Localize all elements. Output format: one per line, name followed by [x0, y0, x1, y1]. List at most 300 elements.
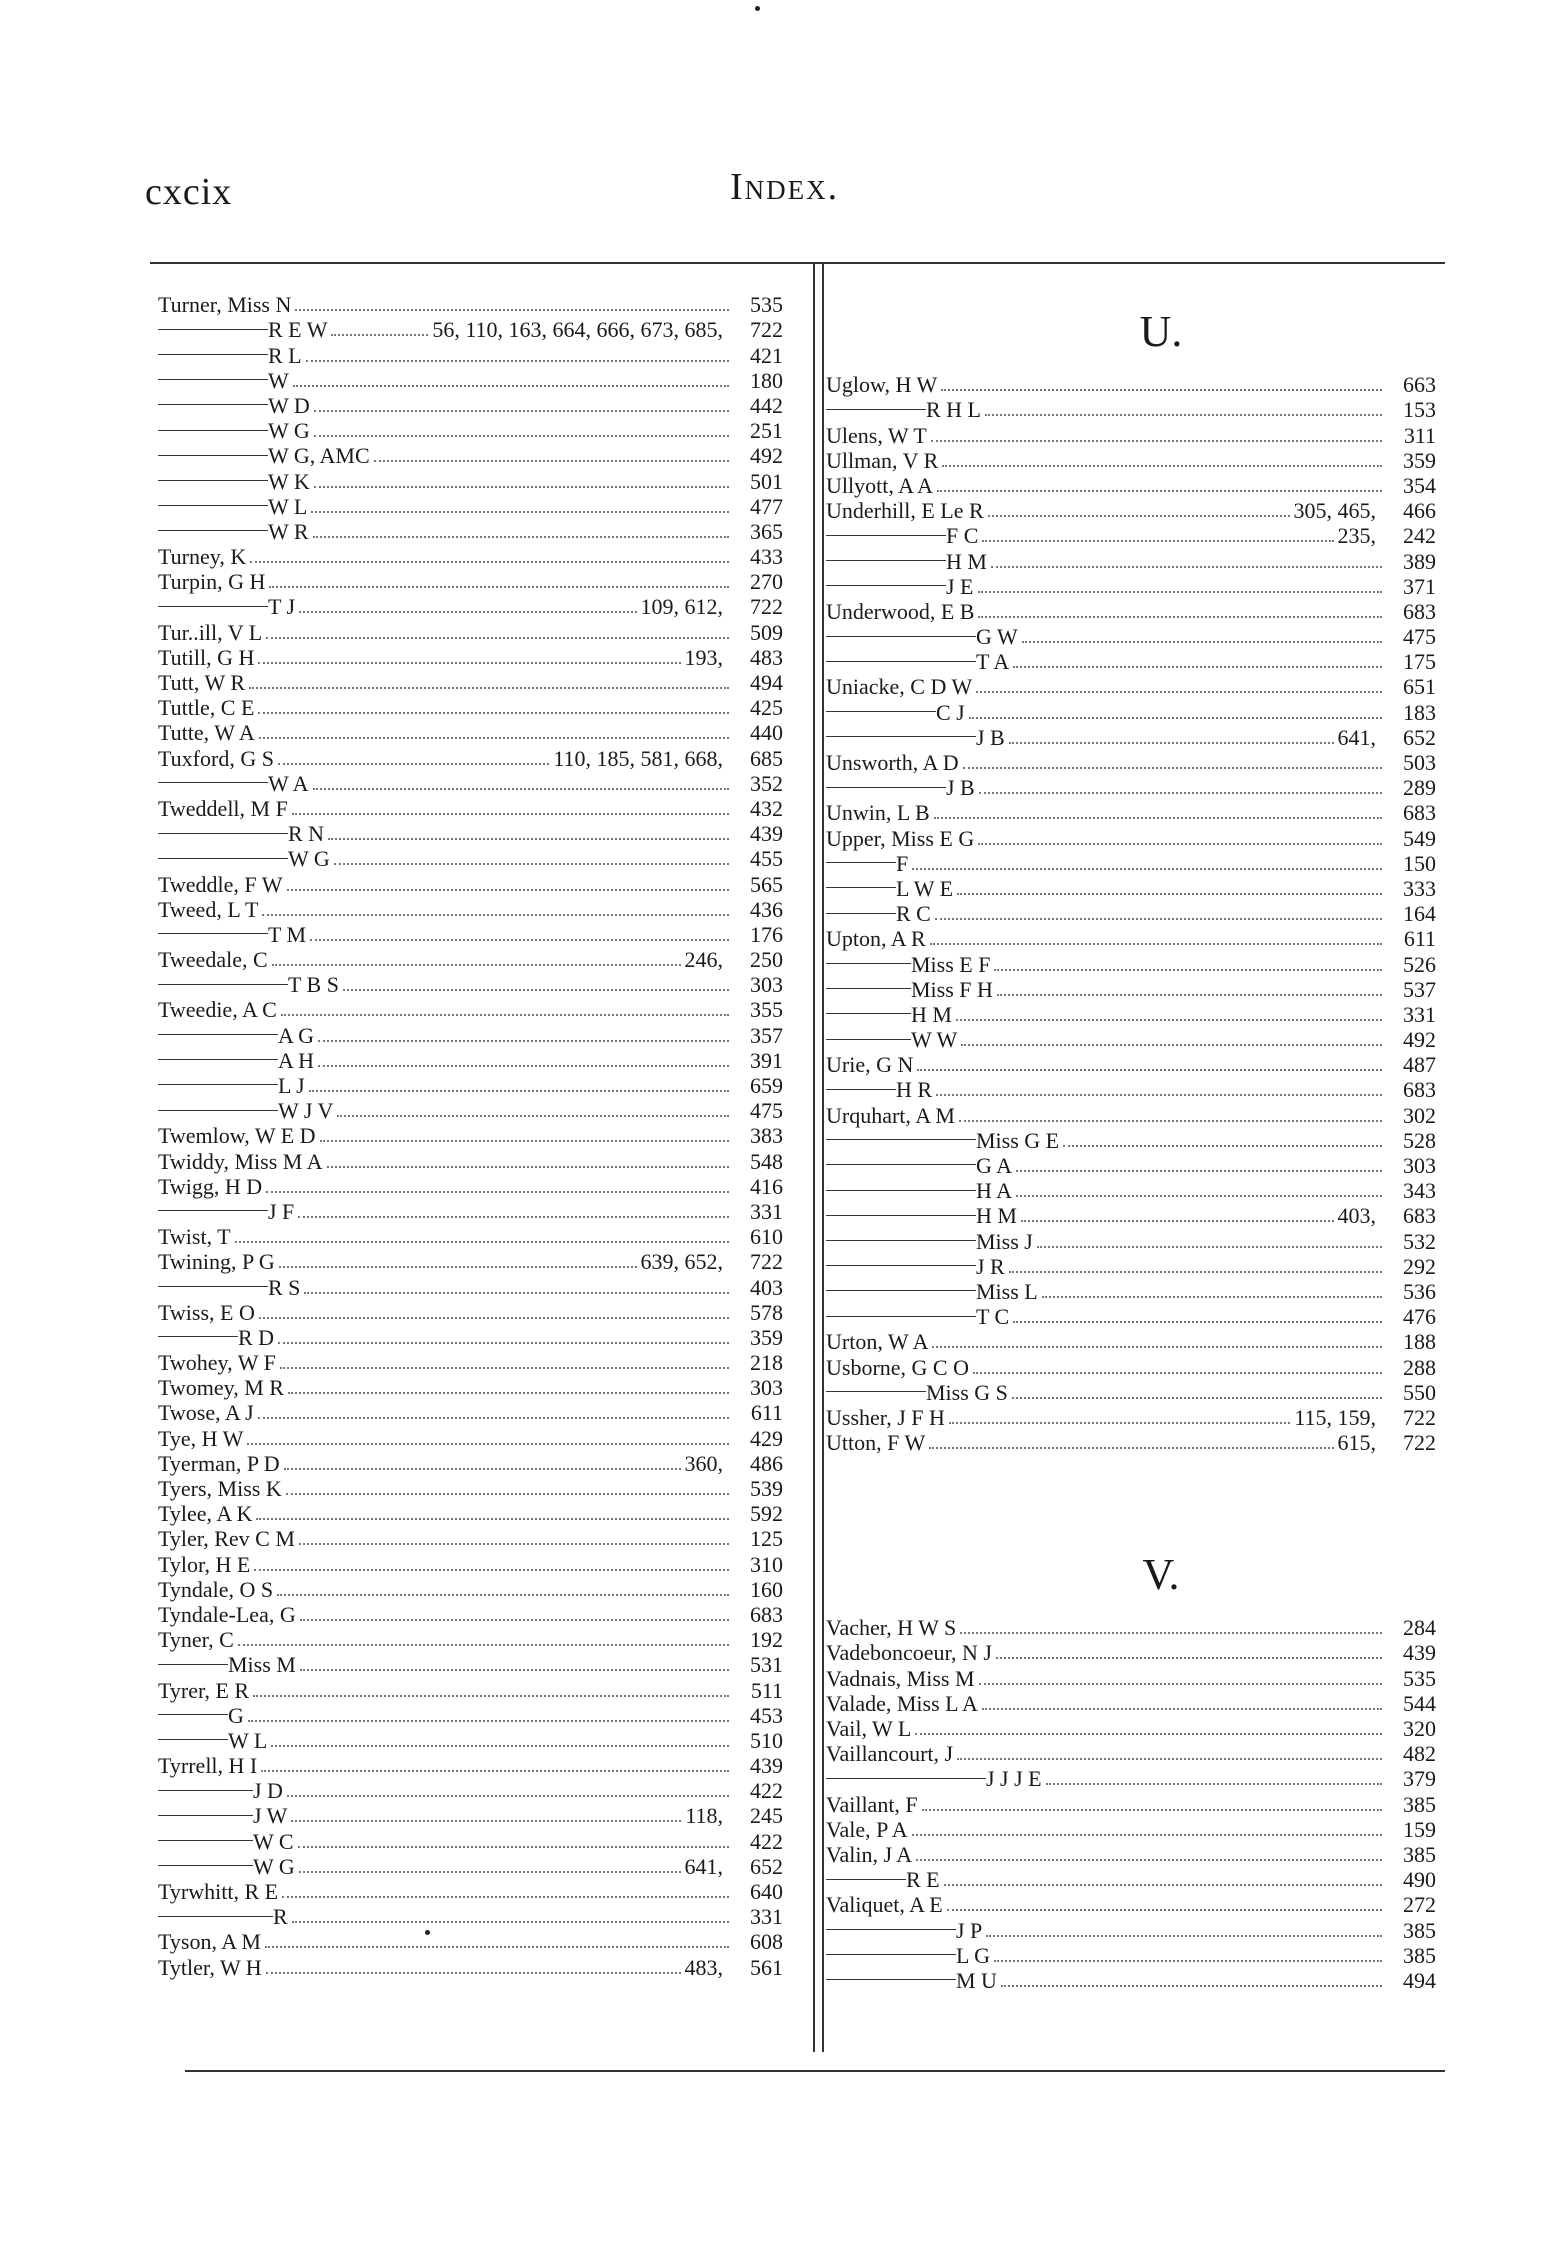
index-entry: [826, 523, 1436, 548]
leader-dots: [947, 1909, 1382, 1911]
entry-name: [158, 720, 255, 745]
entry-extra-pages: 641,: [1337, 724, 1376, 750]
ditto-dash: [158, 1059, 278, 1060]
leader-dots: [1022, 641, 1382, 643]
entry-page-number: 475: [750, 1098, 783, 1124]
ditto-dash: [158, 329, 268, 330]
ditto-dash: [158, 933, 268, 934]
entry-name: [826, 1229, 1033, 1254]
entry-page-number: 284: [1403, 1615, 1436, 1641]
ditto-dash: [158, 984, 288, 985]
leader-dots: [937, 490, 1382, 492]
ditto-dash: [826, 1039, 911, 1040]
leader-dots: [282, 1896, 729, 1898]
entry-name: [158, 393, 310, 418]
entry-name: [826, 952, 990, 977]
entry-page-number: 192: [750, 1627, 783, 1653]
index-entry: [826, 951, 1436, 976]
entry-name: [158, 1552, 250, 1577]
index-entry: [826, 448, 1436, 473]
index-entry: [158, 468, 783, 493]
index-entry: [826, 1817, 1436, 1842]
index-entry: [826, 977, 1436, 1002]
entry-name: [826, 599, 974, 624]
index-entry: [158, 1476, 783, 1501]
index-entry: [158, 519, 783, 544]
leader-dots: [979, 1683, 1382, 1685]
entry-page-number: 722: [750, 594, 783, 620]
entry-name: [158, 594, 295, 619]
entry-page-number: 331: [1403, 1001, 1436, 1027]
entry-name: [826, 1203, 1017, 1228]
entry-name: [826, 1304, 1009, 1329]
column-divider-secondary: [822, 262, 824, 2052]
index-entry: [826, 1027, 1436, 1052]
entry-name: [158, 544, 246, 569]
entry-name-text: Tye, H W: [158, 1425, 244, 1451]
index-entry: [826, 674, 1436, 699]
index-entry: [158, 1828, 783, 1853]
ditto-dash: [826, 409, 926, 410]
entry-name-text: R C: [896, 901, 931, 927]
index-entry: [826, 1354, 1436, 1379]
entry-page-number: 722: [1403, 1404, 1436, 1430]
leader-dots: [281, 1014, 729, 1016]
leader-dots: [935, 918, 1382, 920]
entry-name: [826, 1103, 955, 1128]
header-rule: [150, 262, 1445, 264]
entry-name-text: Tylee, A K: [158, 1501, 253, 1527]
entry-name: [158, 872, 283, 897]
entry-page-number: 453: [750, 1702, 783, 1728]
index-entry: [826, 1615, 1436, 1640]
ditto-dash: [158, 379, 268, 380]
entry-extra-pages: 109, 612,: [640, 594, 723, 620]
entry-name-text: Twemlow, W E D: [158, 1123, 316, 1149]
entry-name: [826, 1077, 932, 1102]
entry-page-number: 652: [1403, 724, 1436, 750]
entry-page-number: 242: [1403, 523, 1436, 549]
entry-name-text: R E: [906, 1867, 940, 1893]
entry-name: [826, 649, 1009, 674]
ditto-dash: [826, 963, 911, 964]
index-entry: [158, 1879, 783, 1904]
right-index-column: [826, 292, 1436, 1993]
ditto-dash: [826, 661, 976, 662]
entry-name-text: W: [268, 367, 289, 393]
entry-name-text: Vaillant, F: [826, 1791, 918, 1817]
leader-dots: [306, 360, 729, 362]
index-entry: [826, 1842, 1436, 1867]
entry-extra-pages: 641,: [684, 1853, 723, 1879]
entry-page-number: 331: [750, 1198, 783, 1224]
entry-page-number: 355: [750, 997, 783, 1023]
entry-name: [826, 1002, 952, 1027]
entry-name-text: A H: [278, 1047, 315, 1073]
leader-dots: [258, 712, 729, 714]
leader-dots: [254, 1569, 729, 1571]
ditto-dash: [826, 913, 896, 914]
leader-dots: [374, 460, 729, 462]
leader-dots: [941, 389, 1382, 391]
entry-page-number: 303: [750, 1375, 783, 1401]
entry-name-text: Miss F H: [911, 976, 993, 1002]
entry-name: [158, 1400, 254, 1425]
index-entry: [826, 1304, 1436, 1329]
entry-name-text: Miss G S: [926, 1379, 1008, 1405]
entry-name-text: J B: [946, 775, 975, 801]
leader-dots: [1013, 666, 1382, 668]
entry-name-text: W K: [268, 468, 310, 494]
entry-name: [826, 926, 926, 951]
ditto-dash: [826, 1240, 976, 1241]
entry-name: [158, 1753, 257, 1778]
entry-page-number: 403: [750, 1274, 783, 1300]
index-entry: [158, 594, 783, 619]
entry-name-text: R S: [268, 1274, 301, 1300]
leader-dots: [288, 1392, 729, 1394]
entry-name: [158, 846, 330, 871]
entry-page-number: 433: [750, 544, 783, 570]
entry-name-text: W G: [268, 418, 310, 444]
entry-name-text: W L: [268, 493, 308, 519]
entry-name: [158, 821, 324, 846]
leader-dots: [277, 1594, 729, 1596]
entry-name-text: Ullyott, A A: [826, 472, 933, 498]
entry-name-text: R D: [238, 1324, 275, 1350]
index-entry: [158, 771, 783, 796]
entry-name: [158, 1224, 231, 1249]
entry-name-text: Twiddy, Miss M A: [158, 1148, 323, 1174]
index-entry: [158, 1677, 783, 1702]
entry-page-number: 492: [1403, 1027, 1436, 1053]
entry-page-number: 270: [750, 569, 783, 595]
index-entry: [826, 1153, 1436, 1178]
ditto-dash: [158, 455, 268, 456]
leader-dots: [258, 662, 680, 664]
entry-name: [826, 1178, 1012, 1203]
index-entry: [158, 544, 783, 569]
index-entry: [826, 800, 1436, 825]
entry-name-text: J F: [268, 1198, 295, 1224]
entry-name-text: Underhill, E Le R: [826, 498, 984, 524]
entry-name-text: Ussher, J F H: [826, 1404, 945, 1430]
index-entry: [158, 997, 783, 1022]
entry-page-number: 176: [750, 921, 783, 947]
entry-page-number: 503: [1403, 750, 1436, 775]
entry-name: [158, 746, 274, 771]
section-v-entries: [826, 1615, 1436, 1993]
entry-page-number: 425: [750, 695, 783, 721]
entry-name-text: W G: [288, 846, 330, 872]
ditto-dash: [826, 585, 946, 586]
entry-name-text: J B: [976, 724, 1005, 750]
entry-name-text: Miss L: [976, 1278, 1038, 1304]
section-letter-u: U.: [1139, 307, 1183, 356]
leader-dots: [963, 767, 1382, 769]
entry-name: [826, 1842, 912, 1867]
index-entry: [826, 624, 1436, 649]
entry-name: [158, 695, 254, 720]
index-entry: [158, 1350, 783, 1375]
leader-dots: [934, 817, 1382, 819]
entry-name-text: Tuttle, C E: [158, 695, 255, 721]
entry-name-text: F C: [946, 523, 979, 549]
entry-name: [826, 473, 933, 498]
entry-name: [826, 1716, 911, 1741]
index-entry: [826, 599, 1436, 624]
entry-page-number: 487: [1403, 1052, 1436, 1078]
index-entry: [158, 1224, 783, 1249]
index-entry: [826, 1254, 1436, 1279]
entry-page-number: 385: [1403, 1841, 1436, 1867]
leader-dots: [318, 1065, 729, 1067]
leader-dots: [912, 1834, 1382, 1836]
index-entry: [158, 1501, 783, 1526]
entry-name: [826, 574, 974, 599]
entry-name-text: Urie, G N: [826, 1052, 914, 1078]
entry-name-text: F: [896, 850, 909, 876]
entry-extra-pages: 56, 110, 163, 664, 666, 673, 685,: [432, 317, 723, 343]
entry-page-number: 429: [750, 1425, 783, 1451]
entry-name-text: J R: [976, 1253, 1005, 1279]
entry-page-number: 175: [1403, 649, 1436, 675]
entry-page-number: 303: [1403, 1153, 1436, 1178]
index-entry: [158, 871, 783, 896]
ditto-dash: [158, 1714, 228, 1715]
ditto-dash: [826, 1879, 906, 1880]
entry-page-number: 245: [750, 1803, 783, 1829]
leader-dots: [271, 1745, 729, 1747]
leader-dots: [961, 1044, 1382, 1046]
leader-dots: [249, 687, 729, 689]
leader-dots: [997, 994, 1382, 996]
entry-name-text: J P: [956, 1917, 983, 1943]
leader-dots: [957, 893, 1382, 895]
index-entry: [826, 1716, 1436, 1741]
ditto-dash: [158, 1840, 253, 1841]
leader-dots: [298, 1216, 729, 1218]
index-entry: [158, 1174, 783, 1199]
ditto-dash: [158, 505, 268, 506]
leader-dots: [343, 989, 729, 991]
footer-rule: [185, 2070, 1445, 2072]
entry-page-number: 150: [1403, 850, 1436, 876]
entry-page-number: 536: [1403, 1278, 1436, 1304]
entry-name-text: Tylor, H E: [158, 1551, 251, 1577]
entry-name-text: T M: [268, 921, 307, 947]
entry-page-number: 550: [1403, 1379, 1436, 1405]
entry-name: [826, 1817, 908, 1842]
entry-name: [158, 1476, 282, 1501]
entry-name: [826, 1640, 992, 1665]
entry-name-text: Tyers, Miss K: [158, 1476, 282, 1501]
entry-page-number: 218: [750, 1350, 783, 1376]
entry-page-number: 250: [750, 947, 783, 973]
entry-name: [826, 750, 959, 775]
ditto-dash: [826, 1290, 976, 1291]
ditto-dash: [826, 736, 976, 737]
page-title: Index.: [730, 166, 840, 208]
leader-dots: [280, 1367, 729, 1369]
entry-name: [158, 972, 339, 997]
entry-page-number: 310: [750, 1551, 783, 1577]
entry-page-number: 365: [750, 518, 783, 544]
leader-dots: [292, 813, 729, 815]
entry-name: [158, 1350, 276, 1375]
index-entry: [826, 1178, 1436, 1203]
entry-name-text: Tweddle, F W: [158, 871, 283, 897]
index-entry: [826, 1741, 1436, 1766]
leader-dots: [256, 1518, 729, 1520]
index-entry: [826, 825, 1436, 850]
entry-name-text: Tur..ill, V L: [158, 619, 263, 645]
entry-name: [826, 1405, 945, 1430]
index-entry: [158, 443, 783, 468]
index-entry: [826, 1766, 1436, 1791]
entry-name-text: Twist, T: [158, 1224, 231, 1250]
index-entry: [826, 372, 1436, 397]
entry-name: [158, 1652, 296, 1677]
index-entry: [826, 1640, 1436, 1665]
entry-name: [826, 1918, 982, 1943]
entry-name-text: M U: [956, 1967, 997, 1993]
entry-extra-pages: 639, 652,: [640, 1249, 723, 1275]
index-entry: [826, 1203, 1436, 1228]
entry-page-number: 610: [750, 1224, 783, 1250]
entry-page-number: 359: [750, 1324, 783, 1350]
leader-dots: [337, 1115, 729, 1117]
entry-name-text: H M: [976, 1203, 1017, 1229]
entry-page-number: 421: [750, 342, 783, 368]
entry-name: [158, 292, 291, 317]
entry-name-text: Twose, A J: [158, 1400, 254, 1426]
entry-page-number: 608: [750, 1929, 783, 1955]
leader-dots: [313, 536, 729, 538]
entry-name-text: W A: [268, 770, 309, 796]
entry-name-text: W W: [911, 1027, 958, 1053]
leader-dots: [291, 1820, 681, 1822]
leader-dots: [292, 1921, 729, 1923]
entry-page-number: 331: [750, 1904, 783, 1930]
ditto-dash: [158, 404, 268, 405]
leader-dots: [1046, 1783, 1382, 1785]
leader-dots: [978, 616, 1382, 618]
index-entry: [158, 1526, 783, 1551]
entry-name: [158, 1501, 252, 1526]
leader-dots: [313, 788, 729, 790]
ditto-dash: [158, 1865, 253, 1866]
section-letter-v: V.: [1142, 1550, 1180, 1600]
index-entry: [826, 725, 1436, 750]
leader-dots: [931, 440, 1382, 442]
entry-name-text: W G, AMC: [268, 443, 370, 469]
index-entry: [158, 1451, 783, 1476]
entry-name: [158, 620, 262, 645]
entry-name: [826, 1279, 1038, 1304]
index-entry: [826, 548, 1436, 573]
entry-name-text: J E: [946, 573, 974, 599]
entry-name-text: Ulens, W T: [826, 422, 927, 448]
entry-name-text: R N: [288, 821, 325, 847]
leader-dots: [247, 1443, 729, 1445]
entry-page-number: 160: [750, 1576, 783, 1602]
entry-name-text: Upton, A R: [826, 926, 926, 952]
index-entry: [158, 972, 783, 997]
entry-name-text: G W: [976, 624, 1018, 650]
index-entry: [826, 498, 1436, 523]
ditto-dash: [158, 1916, 273, 1917]
entry-name: [158, 1627, 234, 1652]
index-entry: [158, 494, 783, 519]
ditto-dash: [826, 988, 911, 989]
entry-name: [826, 851, 908, 876]
entry-name: [158, 519, 309, 544]
index-entry: [826, 1102, 1436, 1127]
entry-page-number: 371: [1403, 573, 1436, 599]
entry-name: [158, 469, 310, 494]
leader-dots: [996, 1657, 1382, 1659]
index-entry: [158, 569, 783, 594]
entry-name-text: Vail, W L: [826, 1716, 912, 1741]
leader-dots: [259, 1317, 729, 1319]
entry-page-number: 383: [750, 1123, 783, 1149]
entry-name-text: W C: [253, 1828, 294, 1854]
entry-page-number: 439: [1403, 1640, 1436, 1666]
ditto-dash: [158, 833, 288, 834]
ditto-dash: [826, 1013, 911, 1014]
leader-dots: [328, 838, 729, 840]
entry-name-text: Turner, Miss N: [158, 292, 292, 318]
entry-name-text: H M: [911, 1001, 952, 1027]
index-entry: [158, 1602, 783, 1627]
entry-name-text: R: [273, 1904, 288, 1930]
index-entry: [158, 1073, 783, 1098]
entry-name: [826, 725, 1005, 750]
entry-page-number: 722: [1403, 1430, 1436, 1456]
leader-dots: [982, 540, 1333, 542]
index-entry: [158, 1425, 783, 1450]
entry-name: [826, 624, 1018, 649]
leader-dots: [261, 1770, 729, 1772]
ditto-dash: [826, 862, 896, 863]
index-entry: [158, 947, 783, 972]
entry-name-text: Miss M: [228, 1652, 296, 1678]
index-entry: [826, 926, 1436, 951]
entry-name-text: Tweedale, C: [158, 947, 268, 973]
entry-name-text: Tyndale, O S: [158, 1576, 274, 1602]
entry-name: [158, 1703, 244, 1728]
entry-page-number: 183: [1403, 699, 1436, 725]
index-entry: [158, 619, 783, 644]
index-entry: [158, 1123, 783, 1148]
leader-dots: [314, 486, 729, 488]
entry-name: [158, 317, 327, 342]
entry-name: [158, 771, 309, 796]
leader-dots: [969, 717, 1382, 719]
entry-page-number: 466: [1403, 498, 1436, 524]
leader-dots: [299, 1871, 681, 1873]
entry-extra-pages: 193,: [684, 644, 723, 670]
index-entry: [826, 574, 1436, 599]
entry-page-number: 333: [1403, 875, 1436, 901]
ditto-dash: [826, 1391, 926, 1392]
leader-dots: [334, 863, 729, 865]
leader-dots: [304, 1292, 729, 1294]
entry-name-text: Unsworth, A D: [826, 750, 959, 775]
index-entry: [826, 1052, 1436, 1077]
ditto-dash: [826, 535, 946, 536]
